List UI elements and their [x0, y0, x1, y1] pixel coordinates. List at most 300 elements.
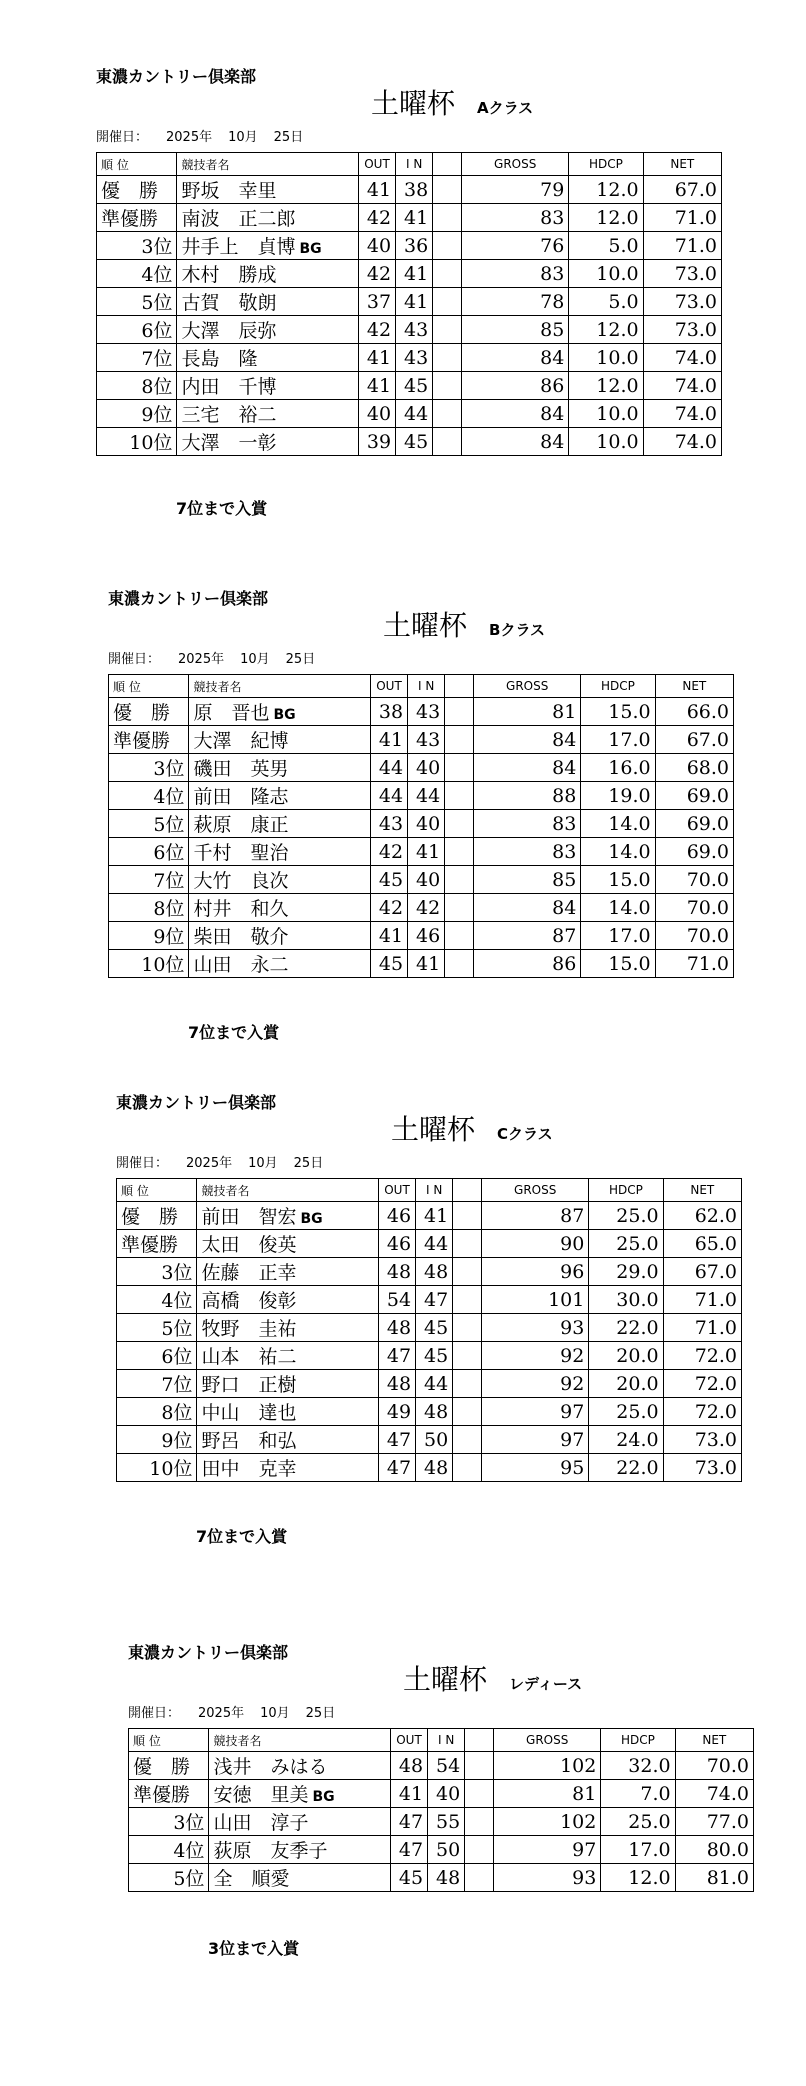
- net-score-cell: 80.0: [675, 1836, 753, 1864]
- player-name-cell: [177, 428, 359, 456]
- club-name: 東濃カントリー倶楽部: [96, 67, 257, 86]
- hdcp-cell: 15.0: [581, 698, 655, 726]
- player-name: 古賀 敬朗: [181, 292, 277, 314]
- net-score-cell: 70.0: [655, 866, 733, 894]
- prize-note: 7位まで入賞: [176, 499, 268, 518]
- player-name: 木村 勝成: [181, 264, 277, 286]
- player-name-cell: [209, 1752, 391, 1780]
- player-name: 村井 和久: [193, 898, 289, 920]
- player-name: 野坂 幸里: [181, 180, 277, 202]
- player-name: 大澤 一彰: [181, 432, 277, 454]
- best-gross-badge: BG: [299, 241, 322, 257]
- event-date: [116, 1152, 323, 1171]
- blank-cell: [433, 176, 462, 204]
- net-score-cell: 67.0: [643, 176, 721, 204]
- header-net: NET: [675, 1729, 753, 1752]
- player-name: 中山 達也: [201, 1402, 297, 1424]
- blank-cell: [453, 1258, 482, 1286]
- header-hdcp: HDCP: [589, 1179, 663, 1202]
- gross-score-cell: 84: [462, 400, 569, 428]
- out-score-cell: 39: [358, 428, 395, 456]
- net-score-cell: 74.0: [675, 1780, 753, 1808]
- net-score-cell: 72.0: [663, 1398, 741, 1426]
- blank-cell: [445, 782, 474, 810]
- in-score-cell: 41: [408, 838, 445, 866]
- player-name: 柴田 敬介: [193, 926, 289, 948]
- player-name: 高橋 俊彰: [201, 1290, 297, 1312]
- gross-score-cell: 79: [462, 176, 569, 204]
- player-name-cell: [189, 950, 371, 978]
- header-net: NET: [643, 153, 721, 176]
- hdcp-cell: 17.0: [601, 1836, 675, 1864]
- date-label: 開催日：: [128, 1706, 181, 1721]
- class-label: レディース: [509, 1675, 583, 1693]
- blank-cell: [445, 922, 474, 950]
- net-score-cell: 70.0: [655, 922, 733, 950]
- blank-cell: [433, 400, 462, 428]
- out-score-cell: 48: [390, 1752, 427, 1780]
- in-score-cell: 40: [408, 810, 445, 838]
- net-score-cell: 71.0: [643, 232, 721, 260]
- header-in: I N: [416, 1179, 453, 1202]
- player-name: 山田 永二: [193, 954, 289, 976]
- blank-cell: [445, 810, 474, 838]
- out-score-cell: 48: [378, 1258, 415, 1286]
- table-row: [117, 1454, 742, 1482]
- hdcp-cell: 30.0: [589, 1286, 663, 1314]
- gross-score-cell: 92: [482, 1342, 589, 1370]
- out-score-cell: 44: [370, 754, 407, 782]
- player-name: 内田 千博: [181, 376, 277, 398]
- date-month: 10月: [228, 130, 258, 145]
- blank-cell: [445, 838, 474, 866]
- gross-score-cell: 102: [494, 1752, 601, 1780]
- net-score-cell: 77.0: [675, 1808, 753, 1836]
- net-score-cell: 73.0: [643, 316, 721, 344]
- results-table: [96, 152, 722, 456]
- rank-cell: 7位: [97, 344, 177, 372]
- hdcp-cell: 12.0: [569, 316, 643, 344]
- date-label: 開催日：: [96, 130, 149, 145]
- header-in: I N: [428, 1729, 465, 1752]
- blank-cell: [465, 1752, 494, 1780]
- out-score-cell: 42: [358, 316, 395, 344]
- in-score-cell: 40: [428, 1780, 465, 1808]
- best-gross-badge: BG: [300, 1211, 323, 1227]
- player-name-cell: [177, 400, 359, 428]
- gross-score-cell: 88: [474, 782, 581, 810]
- out-score-cell: 54: [378, 1286, 415, 1314]
- hdcp-cell: 10.0: [569, 344, 643, 372]
- rank-cell: 10位: [109, 950, 189, 978]
- prize-note: 3位まで入賞: [208, 1939, 300, 1958]
- gross-score-cell: 97: [494, 1836, 601, 1864]
- player-name: 長島 隆: [181, 348, 258, 370]
- blank-cell: [445, 726, 474, 754]
- player-name-cell: [209, 1780, 391, 1808]
- in-score-cell: 45: [416, 1342, 453, 1370]
- table-row: [109, 754, 734, 782]
- player-name-cell: [177, 260, 359, 288]
- date-year: 2025年: [186, 1156, 233, 1171]
- rank-cell: 3位: [97, 232, 177, 260]
- rank-cell: 8位: [97, 372, 177, 400]
- rank-cell: 準優勝: [117, 1230, 197, 1258]
- rank-cell: 4位: [129, 1836, 209, 1864]
- header-net: NET: [663, 1179, 741, 1202]
- best-gross-badge: BG: [312, 1789, 335, 1805]
- net-score-cell: 67.0: [663, 1258, 741, 1286]
- net-score-cell: 69.0: [655, 810, 733, 838]
- in-score-cell: 50: [428, 1836, 465, 1864]
- table-header-row: [109, 675, 734, 698]
- table-row: [97, 400, 722, 428]
- net-score-cell: 71.0: [655, 950, 733, 978]
- in-score-cell: 48: [416, 1258, 453, 1286]
- gross-score-cell: 84: [474, 754, 581, 782]
- net-score-cell: 74.0: [643, 372, 721, 400]
- rank-cell: 準優勝: [97, 204, 177, 232]
- gross-score-cell: 76: [462, 232, 569, 260]
- out-score-cell: 48: [378, 1314, 415, 1342]
- player-name: 山本 祐二: [201, 1346, 297, 1368]
- player-name-cell: [189, 810, 371, 838]
- rank-cell: 4位: [97, 260, 177, 288]
- hdcp-cell: 14.0: [581, 838, 655, 866]
- blank-cell: [433, 316, 462, 344]
- competition-title: [383, 604, 545, 644]
- competition-title: [391, 1108, 553, 1148]
- rank-cell: 9位: [97, 400, 177, 428]
- gross-score-cell: 96: [482, 1258, 589, 1286]
- net-score-cell: 71.0: [663, 1314, 741, 1342]
- net-score-cell: 72.0: [663, 1342, 741, 1370]
- rank-cell: 準優勝: [109, 726, 189, 754]
- out-score-cell: 40: [358, 232, 395, 260]
- blank-cell: [465, 1864, 494, 1892]
- in-score-cell: 47: [416, 1286, 453, 1314]
- hdcp-cell: 10.0: [569, 428, 643, 456]
- table-row: [97, 260, 722, 288]
- net-score-cell: 72.0: [663, 1370, 741, 1398]
- gross-score-cell: 102: [494, 1808, 601, 1836]
- table-row: [117, 1342, 742, 1370]
- table-row: [129, 1780, 754, 1808]
- player-name: 浅井 みはる: [213, 1756, 328, 1778]
- gross-score-cell: 87: [482, 1202, 589, 1230]
- out-score-cell: 37: [358, 288, 395, 316]
- in-score-cell: 41: [416, 1202, 453, 1230]
- in-score-cell: 45: [396, 428, 433, 456]
- table-row: [97, 204, 722, 232]
- blank-cell: [465, 1836, 494, 1864]
- header-net: NET: [655, 675, 733, 698]
- gross-score-cell: 83: [474, 810, 581, 838]
- player-name-cell: [197, 1342, 379, 1370]
- date-day: 25日: [305, 1706, 336, 1721]
- table-row: [109, 782, 734, 810]
- rank-cell: 3位: [117, 1258, 197, 1286]
- table-header-row: [97, 153, 722, 176]
- in-score-cell: 44: [416, 1370, 453, 1398]
- blank-cell: [445, 698, 474, 726]
- player-name-cell: [209, 1864, 391, 1892]
- cup-name: 土曜杯: [371, 87, 456, 120]
- out-score-cell: 41: [370, 922, 407, 950]
- event-date: [96, 126, 303, 145]
- player-name: 大澤 紀博: [193, 730, 289, 752]
- out-score-cell: 46: [378, 1230, 415, 1258]
- date-day: 25日: [273, 130, 304, 145]
- player-name: 井手上 貞博: [181, 236, 296, 258]
- hdcp-cell: 15.0: [581, 866, 655, 894]
- net-score-cell: 69.0: [655, 782, 733, 810]
- in-score-cell: 48: [416, 1454, 453, 1482]
- rank-cell: 7位: [109, 866, 189, 894]
- club-name: 東濃カントリー倶楽部: [108, 589, 269, 608]
- player-name-cell: [189, 754, 371, 782]
- out-score-cell: 42: [370, 894, 407, 922]
- gross-score-cell: 101: [482, 1286, 589, 1314]
- in-score-cell: 45: [396, 372, 433, 400]
- table-row: [129, 1808, 754, 1836]
- blank-cell: [445, 866, 474, 894]
- in-score-cell: 55: [428, 1808, 465, 1836]
- player-name: 萩原 康正: [193, 814, 289, 836]
- out-score-cell: 42: [358, 260, 395, 288]
- blank-cell: [433, 344, 462, 372]
- rank-cell: 準優勝: [129, 1780, 209, 1808]
- header-hdcp: HDCP: [581, 675, 655, 698]
- gross-score-cell: 83: [474, 838, 581, 866]
- hdcp-cell: 22.0: [589, 1314, 663, 1342]
- out-score-cell: 49: [378, 1398, 415, 1426]
- results-table: [128, 1728, 754, 1892]
- gross-score-cell: 83: [462, 260, 569, 288]
- out-score-cell: 41: [390, 1780, 427, 1808]
- rank-cell: 10位: [97, 428, 177, 456]
- player-name-cell: [177, 288, 359, 316]
- hdcp-cell: 12.0: [569, 176, 643, 204]
- table-row: [109, 922, 734, 950]
- blank-cell: [453, 1398, 482, 1426]
- header-out: OUT: [370, 675, 407, 698]
- gross-score-cell: 83: [462, 204, 569, 232]
- header-rank: 順 位: [117, 1179, 197, 1202]
- gross-score-cell: 93: [482, 1314, 589, 1342]
- table-row: [117, 1370, 742, 1398]
- player-name: 安徳 里美: [213, 1784, 309, 1806]
- rank-cell: 優 勝: [97, 176, 177, 204]
- date-year: 2025年: [198, 1706, 245, 1721]
- player-name: 牧野 圭祐: [201, 1318, 297, 1340]
- player-name-cell: [177, 372, 359, 400]
- hdcp-cell: 25.0: [589, 1230, 663, 1258]
- player-name: 荻原 友季子: [213, 1840, 328, 1862]
- player-name-cell: [209, 1836, 391, 1864]
- event-date: [108, 648, 315, 667]
- blank-cell: [433, 288, 462, 316]
- date-month: 10月: [260, 1706, 290, 1721]
- net-score-cell: 74.0: [643, 428, 721, 456]
- net-score-cell: 73.0: [643, 260, 721, 288]
- table-row: [109, 866, 734, 894]
- blank-cell: [445, 894, 474, 922]
- gross-score-cell: 87: [474, 922, 581, 950]
- player-name-cell: [197, 1230, 379, 1258]
- in-score-cell: 43: [396, 344, 433, 372]
- out-score-cell: 42: [358, 204, 395, 232]
- table-row: [109, 894, 734, 922]
- blank-cell: [433, 204, 462, 232]
- date-year: 2025年: [166, 130, 213, 145]
- date-year: 2025年: [178, 652, 225, 667]
- date-month: 10月: [240, 652, 270, 667]
- rank-cell: 優 勝: [109, 698, 189, 726]
- table-row: [109, 698, 734, 726]
- blank-cell: [453, 1342, 482, 1370]
- header-gross: GROSS: [462, 153, 569, 176]
- out-score-cell: 41: [370, 726, 407, 754]
- rank-cell: 7位: [117, 1370, 197, 1398]
- blank-cell: [465, 1808, 494, 1836]
- header-gross: GROSS: [482, 1179, 589, 1202]
- hdcp-cell: 29.0: [589, 1258, 663, 1286]
- player-name-cell: [177, 316, 359, 344]
- prize-note: 7位まで入賞: [188, 1023, 280, 1042]
- results-table: [116, 1178, 742, 1482]
- net-score-cell: 74.0: [643, 400, 721, 428]
- out-score-cell: 38: [370, 698, 407, 726]
- header-rank: 順 位: [109, 675, 189, 698]
- out-score-cell: 47: [390, 1808, 427, 1836]
- rank-cell: 8位: [117, 1398, 197, 1426]
- hdcp-cell: 12.0: [601, 1864, 675, 1892]
- player-name: 三宅 裕二: [181, 404, 277, 426]
- rank-cell: 6位: [117, 1342, 197, 1370]
- player-name: 野口 正樹: [201, 1374, 297, 1396]
- out-score-cell: 46: [378, 1202, 415, 1230]
- rank-cell: 優 勝: [129, 1752, 209, 1780]
- cup-name: 土曜杯: [391, 1113, 476, 1146]
- player-name-cell: [197, 1398, 379, 1426]
- net-score-cell: 70.0: [655, 894, 733, 922]
- cup-name: 土曜杯: [403, 1663, 488, 1696]
- table-row: [109, 726, 734, 754]
- header-gross: GROSS: [474, 675, 581, 698]
- net-score-cell: 68.0: [655, 754, 733, 782]
- hdcp-cell: 12.0: [569, 372, 643, 400]
- class-label: Cクラス: [497, 1125, 553, 1143]
- in-score-cell: 40: [408, 866, 445, 894]
- table-row: [117, 1314, 742, 1342]
- player-name: 田中 克幸: [201, 1458, 297, 1480]
- net-score-cell: 73.0: [663, 1454, 741, 1482]
- event-date: [128, 1702, 335, 1721]
- gross-score-cell: 84: [474, 894, 581, 922]
- gross-score-cell: 78: [462, 288, 569, 316]
- out-score-cell: 48: [378, 1370, 415, 1398]
- out-score-cell: 44: [370, 782, 407, 810]
- header-player-name: 競技者名: [209, 1729, 391, 1752]
- hdcp-cell: 24.0: [589, 1426, 663, 1454]
- date-day: 25日: [285, 652, 316, 667]
- table-row: [117, 1230, 742, 1258]
- table-row: [97, 428, 722, 456]
- class-label: Aクラス: [477, 99, 534, 117]
- rank-cell: 5位: [129, 1864, 209, 1892]
- table-row: [97, 372, 722, 400]
- net-score-cell: 70.0: [675, 1752, 753, 1780]
- header-hdcp: HDCP: [601, 1729, 675, 1752]
- header-rank: 順 位: [97, 153, 177, 176]
- player-name-cell: [209, 1808, 391, 1836]
- gross-score-cell: 84: [462, 344, 569, 372]
- hdcp-cell: 25.0: [589, 1202, 663, 1230]
- rank-cell: 4位: [109, 782, 189, 810]
- header-out: OUT: [358, 153, 395, 176]
- header-player-name: 競技者名: [197, 1179, 379, 1202]
- rank-cell: 6位: [97, 316, 177, 344]
- out-score-cell: 47: [378, 1426, 415, 1454]
- hdcp-cell: 25.0: [589, 1398, 663, 1426]
- blank-cell: [445, 950, 474, 978]
- player-name-cell: [177, 204, 359, 232]
- blank-cell: [453, 1426, 482, 1454]
- table-row: [117, 1202, 742, 1230]
- in-score-cell: 44: [416, 1230, 453, 1258]
- club-name: 東濃カントリー倶楽部: [116, 1093, 277, 1112]
- player-name: 前田 隆志: [193, 786, 289, 808]
- gross-score-cell: 81: [474, 698, 581, 726]
- net-score-cell: 73.0: [663, 1426, 741, 1454]
- gross-score-cell: 81: [494, 1780, 601, 1808]
- hdcp-cell: 10.0: [569, 400, 643, 428]
- blank-cell: [453, 1202, 482, 1230]
- hdcp-cell: 14.0: [581, 810, 655, 838]
- table-row: [117, 1426, 742, 1454]
- net-score-cell: 65.0: [663, 1230, 741, 1258]
- player-name-cell: [189, 866, 371, 894]
- blank-cell: [453, 1370, 482, 1398]
- out-score-cell: 45: [370, 866, 407, 894]
- player-name-cell: [189, 922, 371, 950]
- blank-cell: [433, 232, 462, 260]
- out-score-cell: 41: [358, 176, 395, 204]
- prize-note: 7位まで入賞: [196, 1527, 288, 1546]
- hdcp-cell: 17.0: [581, 726, 655, 754]
- in-score-cell: 46: [408, 922, 445, 950]
- rank-cell: 6位: [109, 838, 189, 866]
- date-day: 25日: [293, 1156, 324, 1171]
- gross-score-cell: 85: [462, 316, 569, 344]
- player-name-cell: [189, 782, 371, 810]
- rank-cell: 8位: [109, 894, 189, 922]
- player-name: 千村 聖治: [193, 842, 289, 864]
- out-score-cell: 45: [370, 950, 407, 978]
- in-score-cell: 43: [408, 698, 445, 726]
- in-score-cell: 48: [428, 1864, 465, 1892]
- header-out: OUT: [390, 1729, 427, 1752]
- header-hdcp: HDCP: [569, 153, 643, 176]
- player-name-cell: [197, 1258, 379, 1286]
- table-row: [109, 838, 734, 866]
- gross-score-cell: 90: [482, 1230, 589, 1258]
- rank-cell: 5位: [109, 810, 189, 838]
- player-name: 太田 俊英: [201, 1234, 297, 1256]
- net-score-cell: 66.0: [655, 698, 733, 726]
- rank-cell: 4位: [117, 1286, 197, 1314]
